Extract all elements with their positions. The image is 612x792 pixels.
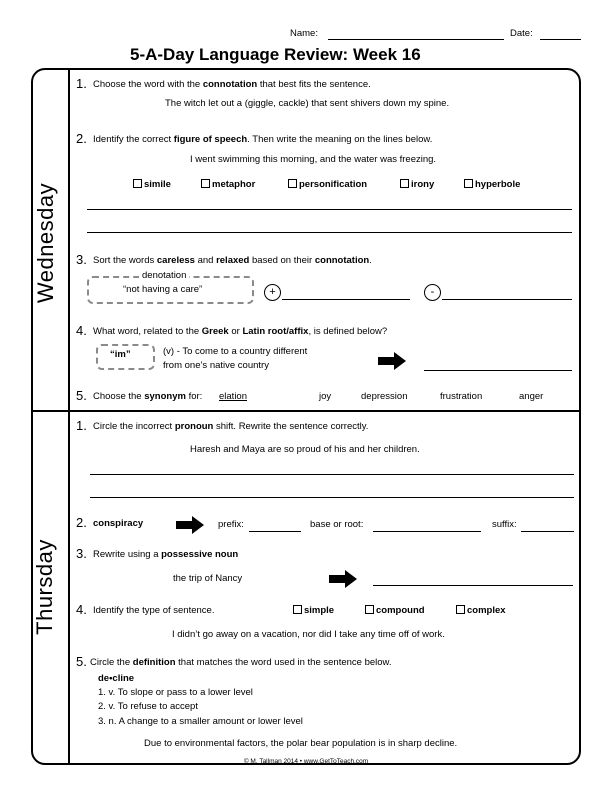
q-number: 3. bbox=[76, 252, 87, 267]
thu-q5-sentence: Due to environmental factors, the polar bear population is in sharp decline. bbox=[144, 738, 458, 749]
suffix-line[interactable] bbox=[521, 531, 574, 532]
option-simple[interactable]: simple bbox=[293, 605, 334, 616]
prefix-line[interactable] bbox=[249, 531, 301, 532]
root-text: “im” bbox=[110, 349, 131, 360]
synonym-target-word: elation bbox=[219, 391, 247, 402]
suffix-label: suffix: bbox=[492, 519, 517, 530]
denotation-title: denotation bbox=[139, 270, 189, 281]
negative-answer-line[interactable] bbox=[442, 299, 572, 300]
answer-line[interactable] bbox=[90, 497, 574, 498]
option-metaphor[interactable]: metaphor bbox=[201, 179, 255, 190]
definition-line-2: from one’s native country bbox=[163, 360, 269, 371]
name-line[interactable] bbox=[328, 39, 504, 40]
day-column-divider bbox=[68, 70, 70, 763]
thu-q1-sentence[interactable]: Haresh and Maya are so proud of his and her children. bbox=[190, 444, 420, 455]
choice-joy[interactable]: joy bbox=[319, 391, 332, 402]
q-number: 2. bbox=[76, 515, 87, 530]
positive-connotation-icon: + bbox=[264, 284, 281, 301]
word-conspiracy: conspiracy bbox=[93, 518, 144, 529]
thu-q1-prompt: Circle the incorrect pronoun shift. Rewrite the sentence correctly. bbox=[93, 421, 369, 432]
option-simile[interactable]: simile bbox=[133, 179, 171, 190]
q-number: 1. bbox=[76, 76, 87, 91]
footer-copyright: © M. Tallman 2014 • www.GetToTeach.com bbox=[243, 758, 369, 765]
thursday-label: Thursday bbox=[32, 539, 57, 635]
date-label: Date: bbox=[510, 28, 533, 39]
answer-line[interactable] bbox=[424, 370, 572, 371]
thu-q4-prompt: Identify the type of sentence. bbox=[93, 605, 215, 616]
name-label: Name: bbox=[290, 28, 318, 39]
wed-q2-sentence: I went swimming this morning, and the water was freezing. bbox=[190, 154, 437, 165]
wed-q1-prompt: Choose the word with the connotation that best fits the sentence. bbox=[93, 79, 371, 90]
thu-q3-prompt: Rewrite using a possessive noun bbox=[93, 549, 239, 560]
q-number: 2. bbox=[76, 131, 87, 146]
answer-line[interactable] bbox=[87, 232, 572, 233]
q-number: 5. bbox=[76, 654, 87, 669]
answer-line[interactable] bbox=[87, 209, 572, 210]
definition-line-1: (v) - To come to a country different bbox=[163, 346, 308, 357]
wed-q3-prompt: Sort the words careless and relaxed based on their connotation. bbox=[93, 255, 372, 266]
wed-q5-prompt: Choose the synonym for: bbox=[93, 391, 203, 402]
denotation-text: “not having a care” bbox=[123, 284, 203, 295]
definition-option-3[interactable]: 3. n. A change to a smaller amount or lower level bbox=[98, 716, 303, 727]
option-compound[interactable]: compound bbox=[365, 605, 425, 616]
q-number: 4. bbox=[76, 602, 87, 617]
q-number: 3. bbox=[76, 546, 87, 561]
arrow-right-icon bbox=[378, 352, 406, 370]
wed-q2-prompt: Identify the correct figure of speech. Then write the meaning on the lines below. bbox=[93, 134, 433, 145]
prefix-label: prefix: bbox=[218, 519, 244, 530]
choice-depression[interactable]: depression bbox=[361, 391, 408, 402]
page-title: 5-A-Day Language Review: Week 16 bbox=[130, 45, 421, 64]
positive-answer-line[interactable] bbox=[282, 299, 410, 300]
answer-line[interactable] bbox=[90, 474, 574, 475]
answer-line[interactable] bbox=[373, 585, 573, 586]
q-number: 1. bbox=[76, 418, 87, 433]
choice-anger[interactable]: anger bbox=[519, 391, 544, 402]
day-row-divider bbox=[33, 410, 579, 412]
arrow-right-icon bbox=[176, 516, 204, 534]
option-complex[interactable]: complex bbox=[456, 605, 506, 616]
negative-connotation-icon: - bbox=[424, 284, 441, 301]
base-line[interactable] bbox=[373, 531, 481, 532]
q-number: 4. bbox=[76, 323, 87, 338]
definition-option-2[interactable]: 2. v. To refuse to accept bbox=[98, 701, 198, 712]
definition-option-1[interactable]: 1. v. To slope or pass to a lower level bbox=[98, 687, 253, 698]
dictionary-word: de•cline bbox=[98, 673, 135, 684]
wed-q4-prompt: What word, related to the Greek or Latin root/affix, is defined below? bbox=[93, 326, 388, 337]
thu-q4-sentence: I didn’t go away on a vacation, nor did I take any time off of work. bbox=[172, 629, 445, 640]
option-hyperbole[interactable]: hyperbole bbox=[464, 179, 520, 190]
arrow-right-icon bbox=[329, 570, 357, 588]
option-personification[interactable]: personification bbox=[288, 179, 367, 190]
base-label: base or root: bbox=[310, 519, 364, 530]
wednesday-label: Wednesday bbox=[33, 182, 58, 304]
thu-q5-prompt: Circle the definition that matches the word used in the sentence below. bbox=[90, 657, 392, 668]
option-irony[interactable]: irony bbox=[400, 179, 434, 190]
q-number: 5. bbox=[76, 388, 87, 403]
date-line[interactable] bbox=[540, 39, 581, 40]
phrase-to-rewrite: the trip of Nancy bbox=[173, 573, 243, 584]
choice-frustration[interactable]: frustration bbox=[440, 391, 483, 402]
wed-q1-sentence[interactable]: The witch let out a (giggle, cackle) that sent shivers down my spine. bbox=[165, 98, 450, 109]
